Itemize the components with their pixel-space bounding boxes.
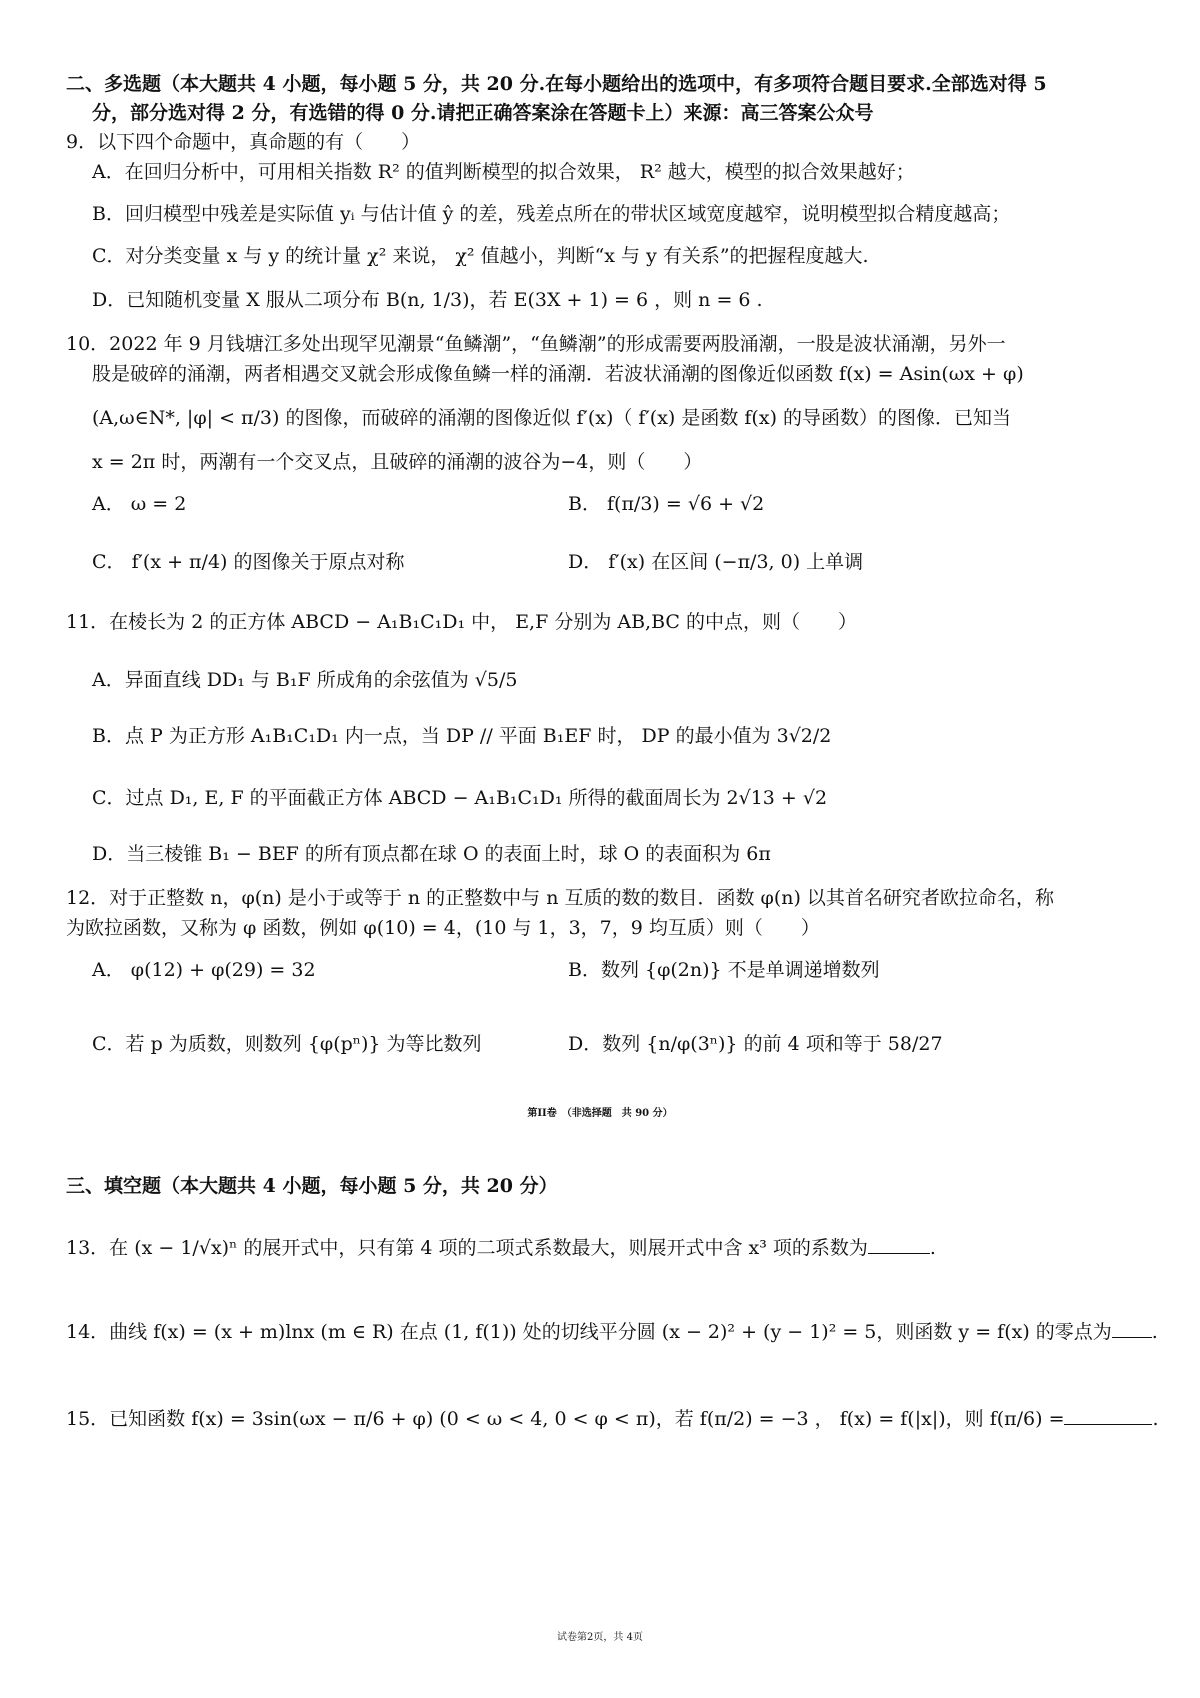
- q12-line1: 12．对于正整数 n，φ(n) 是小于或等于 n 的正整数中与 n 互质的数的数目．函数 φ(n) 以其首名研究者欧拉命名，称: [66, 887, 1054, 909]
- q13-text: 13．在 (x − 1/√x)ⁿ 的展开式中，只有第 4 项的二项式系数最大，则展开式中含 x³ 项的系数为: [66, 1237, 868, 1259]
- q11-option-d: D．当三棱锥 B₁ − BEF 的所有顶点都在球 O 的表面上时，球 O 的表面积为 6π: [92, 843, 771, 865]
- q9-option-b: B．回归模型中残差是实际值 yᵢ 与估计值 ŷ 的差，残差点所在的带状区域宽度越窄，说明模型拟合精度越高；: [92, 203, 1011, 225]
- q11-option-b: B．点 P 为正方形 A₁B₁C₁D₁ 内一点，当 DP // 平面 B₁EF 时， DP 的最小值为 3√2/2: [92, 725, 832, 747]
- section2-heading-line2: 分，部分选对得 2 分，有选错的得 0 分.请把正确答案涂在答题卡上）来源：高三答案公众号: [92, 102, 874, 124]
- q12-option-a: A． φ(12) + φ(29) = 32: [92, 959, 316, 981]
- q9-option-a: A．在回归分析中，可用相关指数 R² 的值判断模型的拟合效果， R² 越大，模型的拟合效果越好；: [92, 161, 915, 183]
- q11-option-a: A．异面直线 DD₁ 与 B₁F 所成角的余弦值为 √5/5: [92, 669, 518, 691]
- part2-title: 第II卷 （非选择题 共 90 分）: [527, 1108, 673, 1119]
- q14-period: .: [1151, 1321, 1158, 1343]
- q11-option-c: C．过点 D₁, E, F 的平面截正方体 ABCD − A₁B₁C₁D₁ 所得的截面周长为 2√13 + √2: [92, 787, 828, 809]
- q10-line1: 10．2022 年 9 月钱塘江多处出现罕见潮景“鱼鳞潮”，“鱼鳞潮”的形成需要两股涌潮，一股是波状涌潮，另外一: [66, 333, 1006, 355]
- q10-line2: 股是破碎的涌潮，两者相遇交叉就会形成像鱼鳞一样的涌潮．若波状涌潮的图像近似函数 f(x) = Asin(ωx + φ): [92, 363, 1024, 385]
- q14: [66, 1318, 1158, 1346]
- q10-option-d: D． f′(x) 在区间 (−π/3, 0) 上单调: [568, 551, 864, 573]
- q12-option-b: B．数列 {φ(2n)} 不是单调递增数列: [568, 959, 880, 981]
- q12-option-c: C．若 p 为质数，则数列 {φ(pⁿ)} 为等比数列: [92, 1033, 482, 1055]
- q10-line4: x = 2π 时，两潮有一个交叉点，且破碎的涌潮的波谷为−4，则（ ）: [92, 451, 703, 473]
- q10-option-a: A． ω = 2: [92, 493, 187, 515]
- q13: [66, 1234, 936, 1262]
- q15: [66, 1405, 1159, 1433]
- q12-option-d: D．数列 {n/φ(3ⁿ)} 的前 4 项和等于 58/27: [568, 1033, 943, 1055]
- q15-answer-blank: [1064, 1406, 1152, 1425]
- section3-heading: 三、填空题（本大题共 4 小题，每小题 5 分，共 20 分）: [66, 1175, 558, 1197]
- q14-text: 14．曲线 f(x) = (x + m)lnx (m ∈ R) 在点 (1, f(1)) 处的切线平分圆 (x − 2)² + (y − 1)² = 5，则函数 y = f(x) 的零点为: [66, 1321, 1112, 1343]
- q13-answer-blank: [868, 1235, 930, 1254]
- page-footer: 试卷第2页，共 4页: [557, 1632, 643, 1643]
- section2-heading-line1: 二、多选题（本大题共 4 小题，每小题 5 分，共 20 分.在每小题给出的选项中，有多项符合题目要求.全部选对得 5: [66, 73, 1047, 95]
- q11-stem: 11．在棱长为 2 的正方体 ABCD − A₁B₁C₁D₁ 中， E,F 分别为 AB,BC 的中点，则（ ）: [66, 611, 857, 633]
- q15-text: 15．已知函数 f(x) = 3sin(ωx − π/6 + φ) (0 < ω < 4, 0 < φ < π)，若 f(π/2) = −3 ， f(x) = f(|x|)，则 f(π/6) =: [66, 1408, 1065, 1430]
- q15-period: .: [1152, 1408, 1159, 1430]
- q10-line3: (A,ω∈N*, |φ| < π/3) 的图像，而破碎的涌潮的图像近似 f′(x)（ f′(x) 是函数 f(x) 的导函数）的图像．已知当: [92, 407, 1012, 429]
- q12-line2: 为欧拉函数，又称为 φ 函数，例如 φ(10) = 4，(10 与 1，3，7，9 均互质）则（ ）: [66, 917, 820, 939]
- q9-option-c: C．对分类变量 x 与 y 的统计量 χ² 来说， χ² 值越小，判断“x 与 y 有关系”的把握程度越大.: [92, 245, 869, 267]
- q10-option-b: B． f(π/3) = √6 + √2: [568, 493, 765, 515]
- q9-stem: 9．以下四个命题中，真命题的有（ ）: [66, 131, 421, 153]
- q10-option-c: C． f′(x + π/4) 的图像关于原点对称: [92, 551, 405, 573]
- q13-period: .: [929, 1237, 936, 1259]
- q9-option-d: D．已知随机变量 X 服从二项分布 B(n, 1/3)，若 E(3X + 1) = 6 ，则 n = 6 .: [92, 289, 763, 311]
- q14-answer-blank: [1112, 1319, 1152, 1338]
